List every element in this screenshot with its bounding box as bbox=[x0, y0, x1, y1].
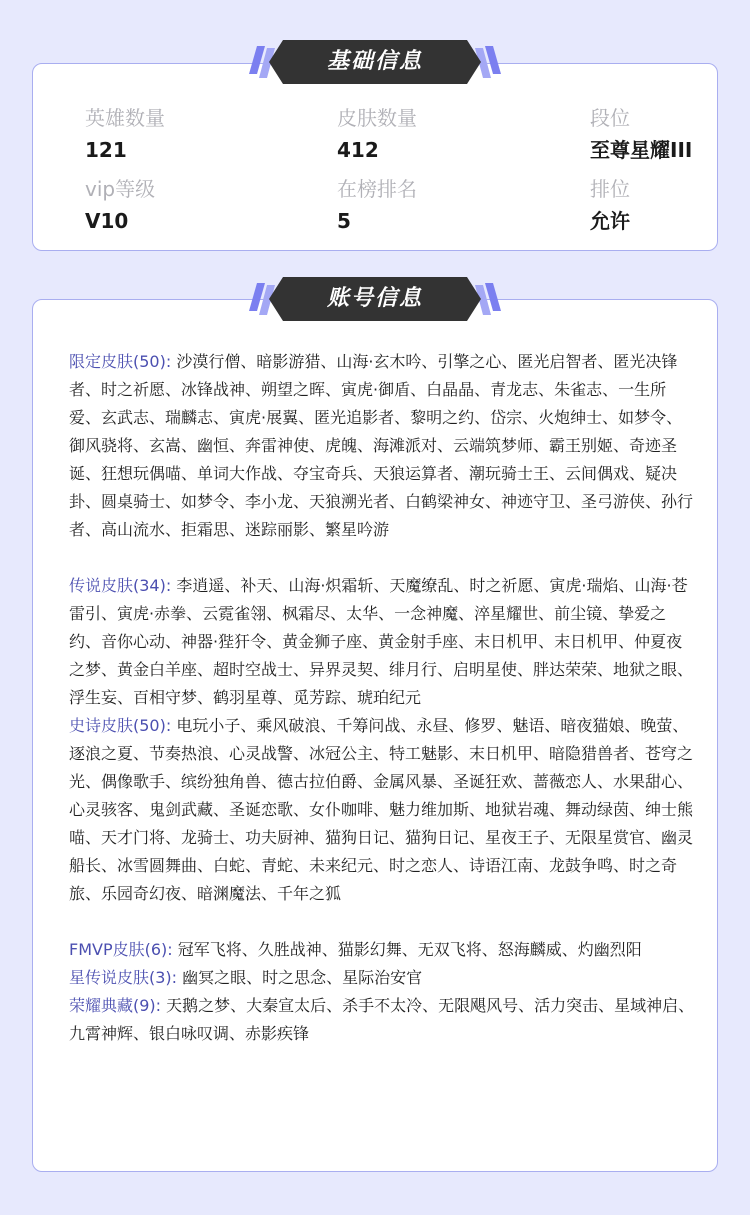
stat-label: vip等级 bbox=[85, 177, 156, 201]
stat-hero-count bbox=[85, 106, 165, 162]
stat-label: 英雄数量 bbox=[85, 106, 165, 130]
section-items: 天鹅之梦、大秦宣太后、杀手不太冷、无限飓风号、活力突击、星域神启、九霄神辉、银白咏叹调、赤影疾锋 bbox=[69, 996, 695, 1043]
stat-value: 5 bbox=[337, 209, 351, 233]
section-legend-skins bbox=[69, 572, 695, 712]
skin-sections bbox=[69, 348, 695, 1048]
stat-value: 412 bbox=[337, 138, 379, 162]
stat-rank-tier bbox=[590, 106, 692, 162]
section-label: 史诗皮肤(50): bbox=[69, 716, 172, 735]
stat-value: 至尊星耀III bbox=[590, 138, 693, 162]
basic-info-card bbox=[32, 63, 718, 251]
section-items: 冠军飞将、久胜战神、猫影幻舞、无双飞将、怒海麟威、灼幽烈阳 bbox=[177, 940, 642, 959]
section-items: 沙漠行僧、暗影游猎、山海·玄木吟、引擎之心、匿光启智者、匿光决锋者、时之祈愿、冰锋战神、朔望之晖、寅虎·御盾、白晶晶、青龙志、朱雀志、一生所爱、玄武志、瑞麟志、寅虎·展翼、匿光追影者、黎明之约、岱宗、火炮绅士、如梦令、御风骁将、玄嵩、幽恒、奔雷神使、虎魄、海滩派对、云端筑梦师、霸王别姬、奇迹圣诞、狂想玩偶喵、单词大作战、夺宝奇兵、天狼运算者、潮玩骑士王、云间偶戏、疑决卦、圆桌骑士、如梦令、李小龙、天狼溯光者、白鹤梁神女、神迹守卫、圣弓游侠、孙行者、高山流水、拒霜思、迷踪丽影、繁星吟游 bbox=[69, 352, 694, 539]
section-label: FMVP皮肤(6): bbox=[69, 940, 173, 959]
stat-label: 在榜排名 bbox=[337, 177, 417, 201]
stat-label: 皮肤数量 bbox=[337, 106, 417, 130]
account-info-title-banner bbox=[245, 275, 505, 323]
basic-info-title-banner bbox=[245, 38, 505, 86]
section-limited-skins bbox=[69, 348, 695, 544]
section-fmvp-skins bbox=[69, 936, 695, 964]
basic-info-title: 基础信息 bbox=[326, 49, 423, 74]
section-epic-skins bbox=[69, 712, 695, 908]
account-info-title: 账号信息 bbox=[326, 286, 423, 311]
account-info-card bbox=[32, 299, 718, 1172]
section-glory-collection bbox=[69, 992, 695, 1048]
stat-leaderboard-rank bbox=[337, 177, 417, 233]
stat-ranked-allowed bbox=[590, 177, 630, 233]
stat-label: 排位 bbox=[590, 177, 630, 201]
section-label: 荣耀典藏(9): bbox=[69, 996, 162, 1015]
stat-value: V10 bbox=[85, 209, 129, 233]
stat-value: 121 bbox=[85, 138, 127, 162]
stat-skin-count bbox=[337, 106, 417, 162]
section-label: 限定皮肤(50): bbox=[69, 352, 172, 371]
section-items: 幽冥之眼、时之思念、星际治安官 bbox=[182, 968, 423, 987]
section-items: 电玩小子、乘风破浪、千筹问战、永昼、修罗、魅语、暗夜猫娘、晚萤、逐浪之夏、节奏热浪、心灵战警、冰冠公主、特工魅影、末日机甲、暗隐猎兽者、苍穹之光、偶像歌手、缤纷独角兽、德古拉伯爵、金属风暴、圣诞狂欢、蔷薇恋人、水果甜心、心灵骇客、鬼剑武藏、圣诞恋歌、女仆咖啡、魅力维加斯、地狱岩魂、舞动绿茵、绅士熊喵、天才门将、龙骑士、功夫厨神、猫狗日记、猫狗日记、星夜王子、无限星赏官、幽灵船长、冰雪圆舞曲、白蛇、青蛇、未来纪元、时之恋人、诗语江南、龙鼓争鸣、时之奇旅、乐园奇幻夜、暗渊魔法、千年之狐 bbox=[69, 716, 694, 903]
section-items: 李逍遥、补天、山海·炽霜斩、天魔缭乱、时之祈愿、寅虎·瑞焰、山海·苍雷引、寅虎·赤拳、云霓雀翎、枫霜尽、太华、一念神魔、淬星耀世、前尘镜、挚爱之约、音你心动、神器·狴犴令、黄金狮子座、黄金射手座、末日机甲、末日机甲、仲夏夜之梦、黄金白羊座、超时空战士、异界灵契、绯月行、启明星使、胖达荣荣、地狱之眼、浮生妄、百相守梦、鹤羽星尊、觅芳踪、琥珀纪元 bbox=[69, 576, 694, 707]
section-star-legend-skins bbox=[69, 964, 695, 992]
stat-vip-level bbox=[85, 177, 155, 233]
section-label: 传说皮肤(34): bbox=[69, 576, 172, 595]
stat-label: 段位 bbox=[590, 106, 630, 130]
section-label: 星传说皮肤(3): bbox=[69, 968, 178, 987]
stat-value: 允许 bbox=[590, 209, 630, 233]
